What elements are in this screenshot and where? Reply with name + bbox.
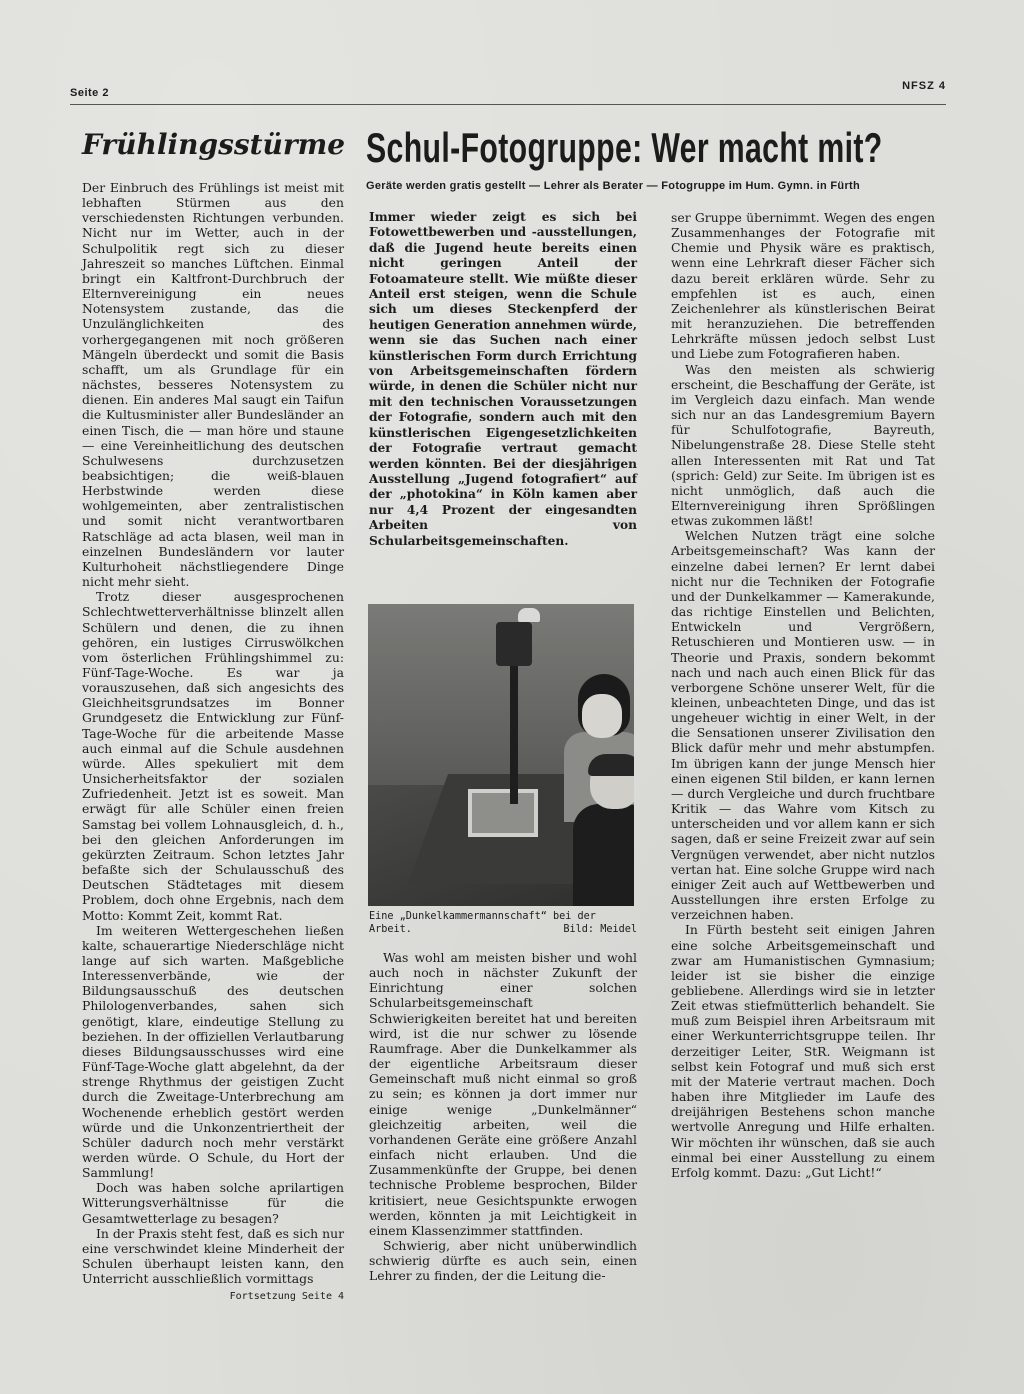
main-article-middle [369, 950, 637, 1283]
left-paragraph: Doch was haben solche aprilartigen Witterungsverhältnisse für die Gesamtwetterlage zu besagen? [82, 1180, 344, 1226]
left-paragraph: Im weiteren Wettergeschehen ließen kalte, schauerartige Niederschläge nicht lange auf sich warten. Maßgebliche Interessenverbände, wie der Bildungsausschuß des deutschen Philologenverbandes, sahen sich genötigt, klare, eindeutige Stellung zu beziehen. In der offiziellen Verlautbarung dieses Bildungsausschusses wird eine Fünf-Tage-Woche glatt abgelehnt, da der strenge Rhythmus der geistigen Zucht durch die Zweitage-Unterbrechung am Wochenende erheblich gestört werden würde und die Unkonzentriertheit der Schüler dadurch noch mehr verstärkt werden würde. O Schule, du Hort der Sammlung! [82, 922, 344, 1181]
right-paragraph: ser Gruppe übernimmt. Wegen des engen Zusammenhanges der Fotografie mit Chemie und Physik wäre es praktisch, wenn eine Lehrkraft dieser Fächer sich dazu bereit erklären würde. Sehr zu empfehlen ist es auch, einen Zeichenlehrer als künstlerischen Beirat mit heranzuziehen. Die betreffenden Lehrkräfte müssen jedoch selbst Lust und Liebe zum Fotografieren haben. [671, 210, 935, 362]
photo-person-2-hair [588, 754, 634, 776]
middle-paragraph: Schwierig, aber nicht unüberwindlich schwierig dürfte es auch sein, einen Lehrer zu finden, der die Leitung die- [369, 1237, 637, 1284]
continuation-note: Fortsetzung Seite 4 [229, 1291, 344, 1303]
main-article-right [671, 210, 935, 1180]
photo-lamp [518, 608, 540, 622]
right-paragraph: Was den meisten als schwierig erscheint, die Beschaffung der Geräte, ist im Vergleich dazu einfach. Man wende sich nur an das Landesgremium Bayern für Schulfotografie, Bayreuth, Nibelungenstraße 28. Diese Stelle steht allen Interessenten mit Rat und Tat (sprich: Geld) zur Seite. Im übrigen ist es nicht unmöglich, daß auch die Elternvereinigung ihren Sprößlingen etwas zukommen läßt! [671, 361, 935, 529]
darkroom-photo [368, 604, 634, 906]
photo-credit: Bild: Meidel [563, 924, 637, 935]
issue-label: NFSZ 4 [902, 80, 946, 92]
main-article-title: Schul-Fotogruppe: Wer macht mit? [366, 124, 883, 171]
photo-enlarger-head [496, 622, 532, 666]
lead-paragraph: Immer wieder zeigt es sich bei Fotowettbewerben und -ausstellungen, daß die Jugend heute bereits einen nicht geringen Anteil der Fotoamateure stellt. Wie müßte dieser Anteil erst steigen, wenn die Schule sich um dieses Steckenpferd der heutigen Generation annehmen würde, wenn sie das Suchen nach einer künstlerischen Form durch Errichtung von Arbeitsgemeinschaften fördern würde, in denen die Schüler nicht nur mit den technischen Voraussetzungen der Fotografie, sondern auch mit den künstlerischen Eigengesetzlichkeiten der Fotografie vertraut gemacht werden könnten. Bei der diesjährigen Ausstellung „Jugend fotografiert“ auf der „photokina“ in Köln kamen aber nur 4,4 Prozent der eingesandten Arbeiten von Schularbeitsgemeinschaften. [369, 210, 637, 548]
right-paragraph: Welchen Nutzen trägt eine solche Arbeitsgemeinschaft? Was kann der einzelne dabei lernen? Er lernt dabei nicht nur die Techniken der Fotografie und der Dunkelkammer — Kamerakunde, das richtige Einstellen und Belichten, Entwickeln und Vergrößern, Retuschieren und Montieren usw. — in Theorie und Praxis, sondern bekommt nach und nach auch einen Blick für das verborgene Schöne unserer Welt, für die kleinen, unbeachteten Dinge, und das ist ungeheuer wichtig in einer Welt, in der die Sensationen unserer Zivilisation den Blick dafür mehr und mehr abstumpfen. Im übrigen kann der junge Mensch hier einen eigenen Stil bilden, er kann lernen — durch Vergleiche und durch fruchtbare Kritik — das Wahre vom Kitsch zu unterscheiden und vor allem kann er sich sagen, daß er seine Freizeit zwar auf sein Vergnügen verwendet, aber nicht nutzlos vertan hat. Eine solche Gruppe wird nach einiger Zeit auch auf Wettbewerben und Ausstellungen ihre ersten Erfolge zu verzeichnen haben. [671, 528, 935, 923]
main-article-lead [369, 210, 637, 549]
photo-person-2 [573, 804, 634, 906]
photo-easel [468, 789, 538, 837]
right-paragraph: In Fürth besteht seit einigen Jahren eine solche Arbeitsgemeinschaft und zwar am Humanistischen Gymnasium; leider ist sie bisher die einzige gebliebene. Allerdings wird sie in letzter Zeit etwas stiefmütterlich behandelt. Sie muß zum Beispiel ihren Arbeitsraum mit einer Werkunterrichtsgruppe teilen. Ihr derzeitiger Leiter, StR. Weigmann ist selbst kein Fotograf und muß sich erst mit der Materie vertraut machen. Doch haben ihre Mitglieder im Laufe des dreijährigen Bestehens schon manche wertvolle Anregung und Hilfe erhalten. Wir möchten ihr wünschen, daß sie auch einmal bei einer Ausstellung zu einem Erfolg kommt. Dazu: „Gut Licht!“ [671, 922, 935, 1180]
page-number: Seite 2 [70, 87, 109, 99]
left-paragraph: Der Einbruch des Frühlings ist meist mit lebhaften Stürmen aus den verschiedensten Richtungen verbunden. Nicht nur im Wetter, auch in der Schulpolitik regt sich zu dieser Jahreszeit so manches Lüftchen. Einmal bringt ein Kaltfront-Durchbruch der Elternvereinigung ein neues Notensystem zustande, das die Unzulänglichkeiten des vorhergegangenen mit noch größeren Mängeln überdeckt und somit die Basis schafft, um als Grundlage für ein nächstes, besseres Notensystem zu dienen. Ein anderes Mal saugt ein Taifun die Kultusminister aller Bundesländer an einen Tisch, die — man höre und staune — eine Vereinheitlichung des deutschen Schulwesens durchzusetzen beabsichtigen; die weiß-blauen Herbstwinde werden diese wohlgemeinten, aber zentralistischen und somit nicht verantwortbaren Ratschläge ad acta blasen, weil man in einzelnen Bundesländern vor lauter Kulturhoheit nächstliegendere Dinge nicht mehr sieht. [82, 180, 344, 590]
photo-enlarger-pole [510, 644, 518, 804]
left-article-title: Frühlingsstürme [82, 128, 346, 161]
left-paragraph: In der Praxis steht fest, daß es sich nur eine verschwindet kleine Minderheit der Schulen überhaupt leisten kann, den Unterricht ausschließlich vormittags [82, 1225, 344, 1287]
middle-paragraph: Was wohl am meisten bisher und wohl auch noch in nächster Zukunft der Einrichtung einer solchen Schularbeitsgemeinschaft Schwierigkeiten bereitet hat und bereiten wird, ist die nur schwer zu lösende Raumfrage. Aber die Dunkelkammer als der eigentliche Arbeitsraum dieser Gemeinschaft muß nicht einmal so groß zu sein; es können ja dort immer nur einige wenige „Dunkelmänner“ gleichzeitig arbeiten, weil die vorhandenen Geräte eine größere Anzahl einfach nicht erlauben. Und die Zusammenkünfte der Gruppe, bei denen technische Probleme besprochen, Bilder kritisiert, neue Gesichtspunkte erwogen werden, könnten ja mit Leichtigkeit in einem Klassenzimmer stattfinden. [369, 950, 637, 1238]
caption-text: Eine „Dunkelkammermannschaft“ bei der Arbeit. [369, 911, 596, 935]
left-paragraph: Trotz dieser ausgesprochenen Schlechtwetterverhältnisse blinzelt allen Schülern und denen, die zu ihnen gehören, ein lustiges Cirruswölkchen vom österlichen Frühlingshimmel zu: Fünf-Tage-Woche. Es war ja vorauszusehen, daß sich angesichts des Gleichheitsgrundsatzes im Bonner Grundgesetz die Entwicklung zur Fünf-Tage-Woche für die arbeitende Masse auch einmal auf die Schule ausdehnen würde. Alles spekuliert mit dem Unsicherheitsfaktor der sozialen Zufriedenheit. Jetzt ist es soweit. Man erwägt für alle Schüler einen freien Samstag bei vollem Lohnausgleich, d. h., bei den gleichen Anforderungen im gekürzten Zeitraum. Schon letztes Jahr befaßte sich der Schulausschuß des Deutschen Städtetages mit diesem Problem, doch ohne Ergebnis, nach dem Motto: Kommt Zeit, kommt Rat. [82, 589, 344, 923]
photo-person-1-face [582, 694, 622, 738]
header-rule [70, 104, 946, 105]
photo-caption [369, 910, 637, 936]
left-article-body [82, 180, 344, 1305]
main-article-subtitle: Geräte werden gratis gestellt — Lehrer als Berater — Fotogruppe im Hum. Gymn. in Fürth [366, 180, 861, 192]
